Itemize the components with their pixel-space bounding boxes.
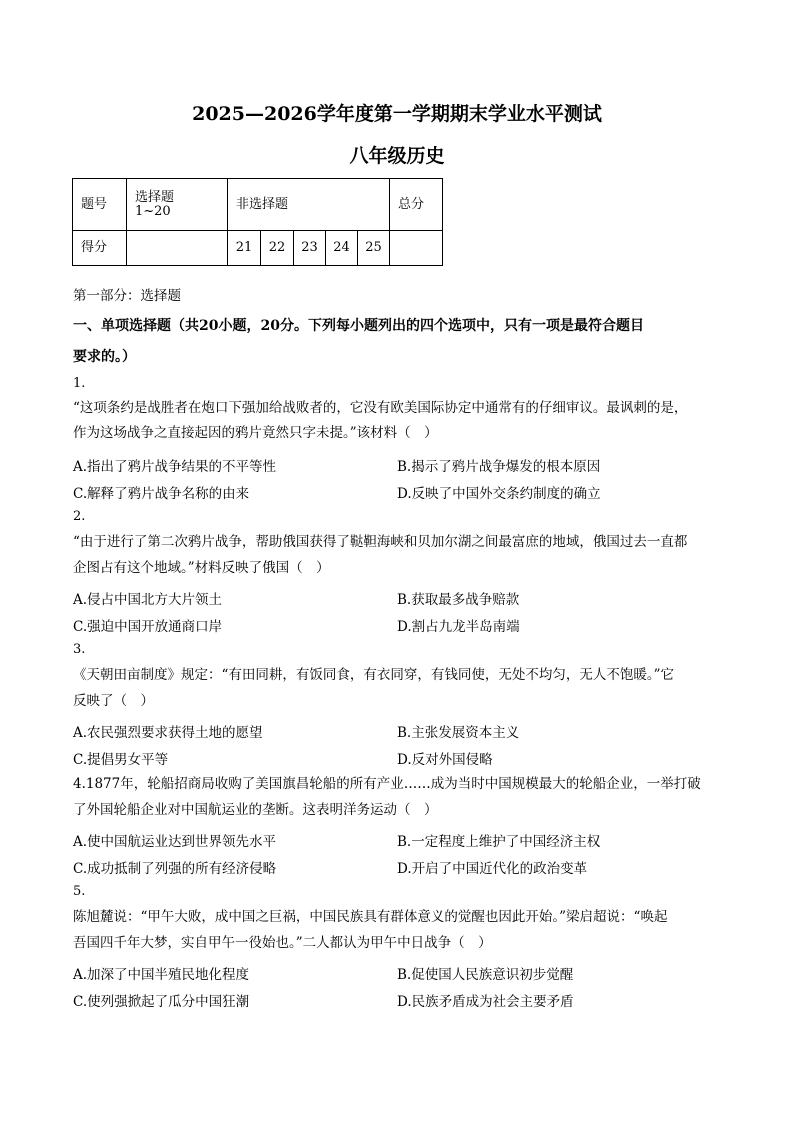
score-table-header-row <box>73 179 443 231</box>
question-2-option-b: B.获取最多战争赔款 <box>397 592 520 608</box>
score-cell-q25: 25 <box>358 231 390 266</box>
question-3-stem-line-2: 反映了（ ） <box>73 693 154 709</box>
question-2-stem-line-2: 企图占有这个地域。”材料反映了俄国（ ） <box>73 560 330 576</box>
score-cell-q22: 22 <box>261 231 294 266</box>
score-cell-q21: 21 <box>228 231 261 266</box>
score-cell-total-blank <box>390 231 443 266</box>
score-cell-q24: 24 <box>326 231 358 266</box>
section-heading-line-2: 要求的。） <box>73 349 136 365</box>
question-3-option-b: B.主张发展资本主义 <box>397 725 520 741</box>
score-table-score-row <box>73 231 443 266</box>
question-3-option-a: A.农民强烈要求获得土地的愿望 <box>73 725 263 741</box>
score-cell-label-number: 题号 <box>73 179 127 231</box>
question-4-stem-line-1: 4.1877年，轮船招商局收购了美国旗昌轮船的所有产业……成为当时中国规模最大的轮船企业，一举打破 <box>73 776 701 792</box>
question-1-number: 1. <box>73 376 86 391</box>
question-1-option-b: B.揭示了鸦片战争爆发的根本原因 <box>397 459 601 475</box>
score-table <box>72 178 443 266</box>
question-4-option-c: C.成功抵制了列强的所有经济侵略 <box>73 861 277 877</box>
part-heading: 第一部分：选择题 <box>73 288 181 304</box>
question-1-option-c: C.解释了鸦片战争名称的由来 <box>73 486 250 502</box>
question-1-option-a: A.指出了鸦片战争结果的不平等性 <box>73 459 277 475</box>
question-5-option-d: D.民族矛盾成为社会主要矛盾 <box>397 994 574 1010</box>
question-1-option-d: D.反映了中国外交条约制度的确立 <box>397 486 601 502</box>
question-1-stem-line-2: 作为这场战争之直接起因的鸦片竟然只字未提。”该材料（ ） <box>73 425 438 441</box>
question-4-option-d: D.开启了中国近代化的政治变革 <box>397 861 588 877</box>
question-4-stem-line-2: 了外国轮船企业对中国航运业的垄断。这表明洋务运动（ ） <box>73 802 438 818</box>
question-5-stem-line-1: 陈旭麓说：“甲午大败，成中国之巨祸，中国民族具有群体意义的觉醒也因此开始。”梁启超说：“唤起 <box>73 909 668 925</box>
question-4-option-a: A.使中国航运业达到世界领先水平 <box>73 834 277 850</box>
question-2-option-c: C.强迫中国开放通商口岸 <box>73 619 223 635</box>
question-5-option-b: B.促使国人民族意识初步觉醒 <box>397 967 574 983</box>
question-4-option-b: B.一定程度上维护了中国经济主权 <box>397 834 601 850</box>
question-2-number: 2. <box>73 509 86 524</box>
question-3-stem-line-1: 《天朝田亩制度》规定：“有田同耕，有饭同食，有衣同穿，有钱同使，无处不均匀，无人不饱暖。”它 <box>73 667 675 683</box>
question-2-option-a: A.侵占中国北方大片领土 <box>73 592 223 608</box>
question-5-stem-line-2: 吾国四千年大梦，实自甲午一役始也。”二人都认为甲午中日战争（ ） <box>73 935 492 951</box>
score-cell-choice <box>127 179 228 231</box>
score-cell-q23: 23 <box>294 231 326 266</box>
question-2-option-d: D.割占九龙半岛南端 <box>397 619 520 635</box>
question-5-option-c: C.使列强掀起了瓜分中国狂潮 <box>73 994 250 1010</box>
exam-title: 2025—2026学年度第一学期期末学业水平测试 <box>192 103 602 125</box>
question-3-number: 3. <box>73 642 86 657</box>
score-cell-label-score: 得分 <box>73 231 127 266</box>
score-cell-choice-range: 1~20 <box>135 203 171 219</box>
question-1-stem-line-1: “这项条约是战胜者在炮口下强加给战败者的，它没有欧美国际协定中通常有的仔细审议。最讽刺的是， <box>73 400 688 416</box>
question-2-stem-line-1: “由于进行了第二次鸦片战争，帮助俄国获得了鞑靼海峡和贝加尔湖之间最富庶的地域，俄国过去一直都 <box>73 534 688 550</box>
question-5-option-a: A.加深了中国半殖民地化程度 <box>73 967 250 983</box>
question-5-number: 5. <box>73 884 86 899</box>
question-3-option-c: C.提倡男女平等 <box>73 752 169 768</box>
section-heading-line-1: 一、单项选择题（共20小题，20分。下列每小题列出的四个选项中，只有一项是最符合题目 <box>73 318 644 334</box>
score-cell-nonchoice: 非选择题 <box>228 179 390 231</box>
score-cell-total: 总分 <box>390 179 443 231</box>
score-cell-choice-blank <box>127 231 228 266</box>
score-cell-choice-label: 选择题 <box>135 189 175 205</box>
question-3-option-d: D.反对外国侵略 <box>397 752 493 768</box>
exam-subtitle: 八年级历史 <box>349 145 445 167</box>
